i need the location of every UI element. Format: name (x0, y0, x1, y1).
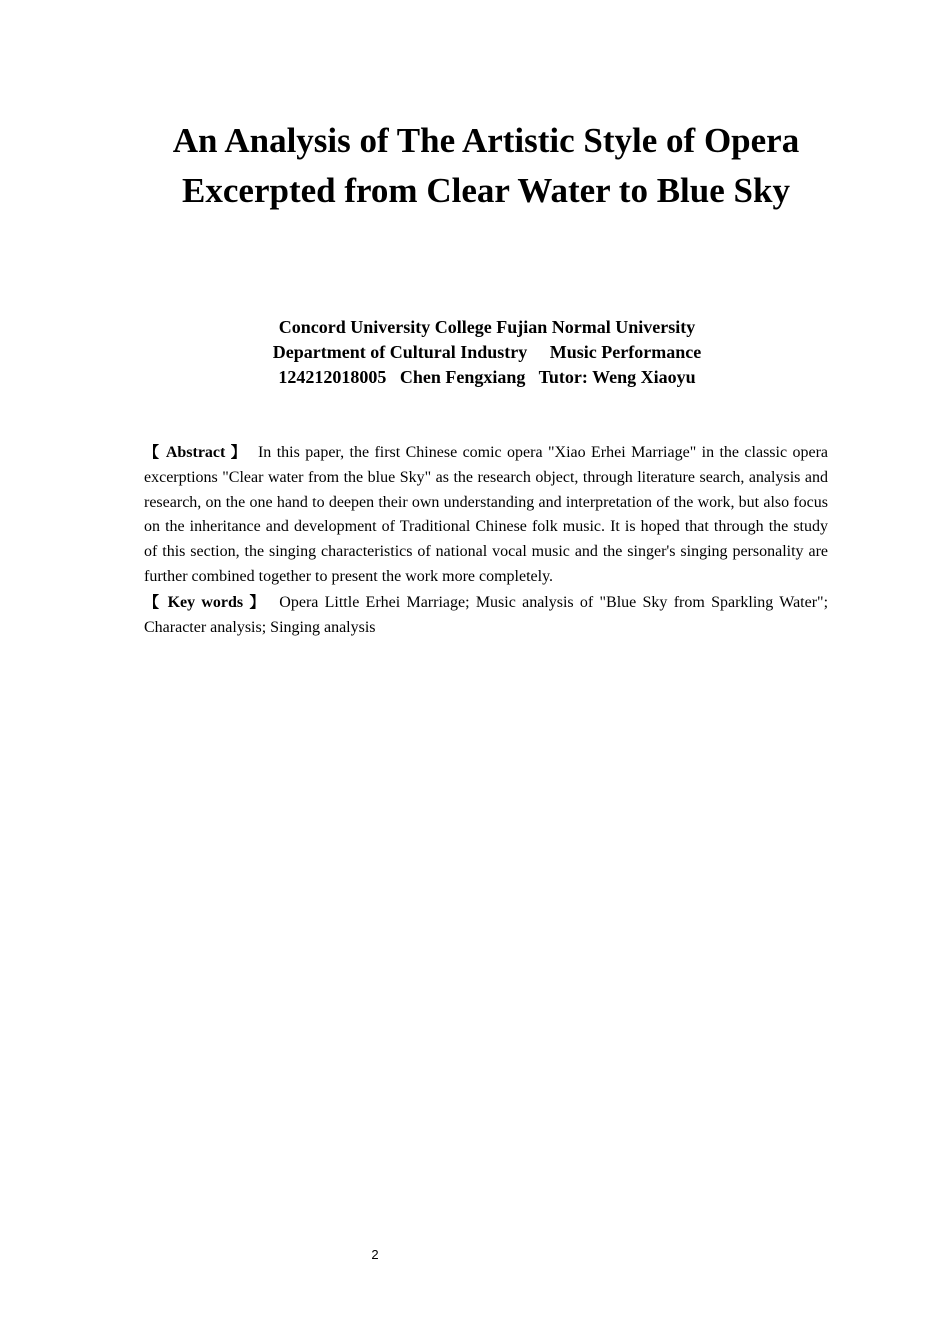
keywords-close-bracket: 】 (249, 592, 267, 611)
abstract-close-bracket: 】 (230, 443, 248, 461)
paper-title-line-1: An Analysis of The Artistic Style of Opera (172, 121, 800, 160)
abstract-paragraph (144, 440, 828, 590)
abstract-label: Abstract (165, 444, 226, 461)
paper-title-line-2: Excerpted from Clear Water to Blue Sky (182, 171, 790, 210)
keywords-open-bracket: 【 (144, 592, 162, 611)
affiliation-university: Concord University College Fujian Normal University (278, 317, 696, 337)
affiliation-author: 124212018005 Chen Fengxiang Tutor: Weng Xiaoyu (278, 367, 696, 387)
abstract-open-bracket: 【 (144, 443, 161, 461)
page-number: 2 (371, 1247, 379, 1262)
keywords-text: Opera Little Erhei Marriage; Music analysis of "Blue Sky from Sparkling Water"; Character analysis; Singing analysis (144, 593, 829, 636)
keywords-paragraph (144, 590, 828, 641)
abstract-section (144, 440, 828, 640)
affiliation-department: Department of Cultural Industry Music Performance (272, 342, 702, 362)
author-affiliation (137, 315, 837, 390)
keywords-label: Key words (167, 593, 244, 611)
paper-title (120, 116, 852, 216)
abstract-text: In this paper, the first Chinese comic opera "Xiao Erhei Marriage" in the classic opera excerptions "Clear water from the blue Sky" as the research object, through literature search, analysis and research, on the one hand to deepen their own understanding and interpretation of the work, but also focus on the inheritance and development of Traditional Chinese folk music. It is hoped that through the study of this section, the singing characteristics of national vocal music and the singer's singing personality are further combined together to present the work more completely. (144, 444, 828, 585)
